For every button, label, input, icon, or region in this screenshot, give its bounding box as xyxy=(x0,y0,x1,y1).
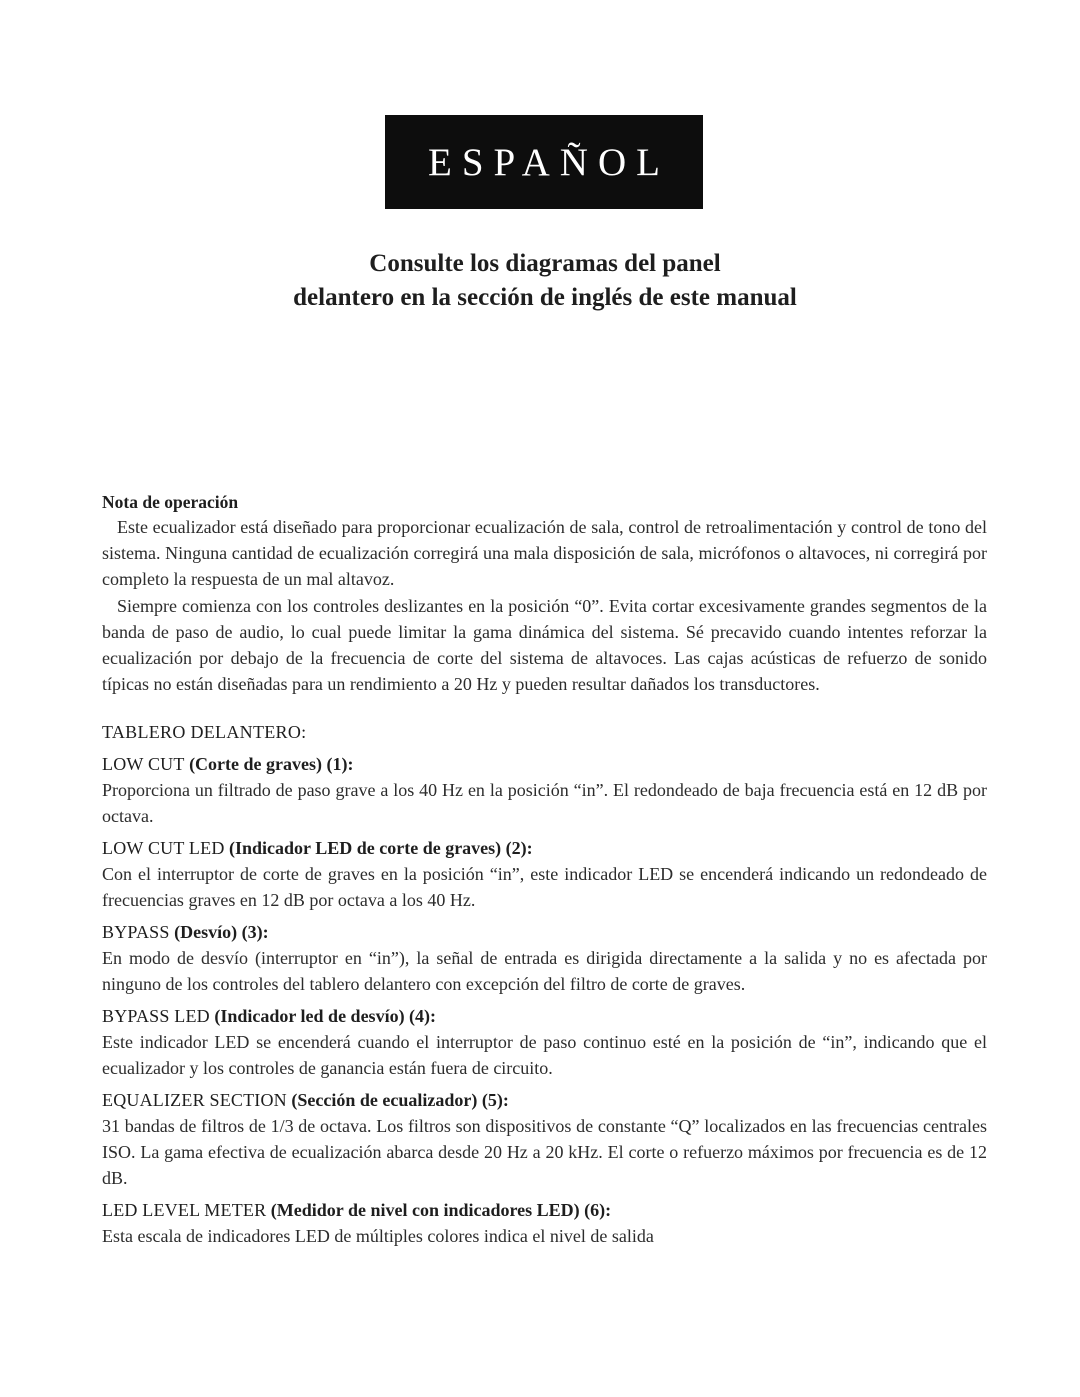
item-name-en: LOW CUT LED xyxy=(102,838,225,859)
operation-note-paragraph: Este ecualizador está diseñado para proporcionar ecualización de sala, control de retroalimentación y control de tono del sistema. Ninguna cantidad de ecualización corregirá una mala disposición de sala, micrófonos o altavoces, ni corregirá por completo la respuesta de un mal altavoz. xyxy=(102,517,987,590)
manual-content xyxy=(102,490,987,1249)
item-body-equalizer-section: 31 bandas de filtros de 1/3 de octava. Los filtros son dispositivos de constante “Q” localizados en las frecuencias centrales ISO. La gama efectiva de ecualización abarca desde 20 Hz a 20 kHz. El corte o refuerzo máximos por frecuencia es de 12 dB. xyxy=(102,1116,987,1189)
item-title-bypass xyxy=(102,919,987,945)
item-title-bypass-led xyxy=(102,1003,987,1029)
item-body-low-cut: Proporciona un filtrado de paso grave a los 40 Hz en la posición “in”. El redondeado de baja frecuencia está en 12 dB por octava. xyxy=(102,780,987,827)
item-title-low-cut-led xyxy=(102,835,987,861)
item-body-bypass-led: Este indicador LED se encenderá cuando el interruptor de paso continuo esté en la posición de “in”, indicando que el ecualizador y los controles de ganancia están fuera de circuito. xyxy=(102,1032,987,1079)
item-name-en: LED LEVEL METER xyxy=(102,1200,267,1221)
language-banner xyxy=(385,115,703,209)
item-body-low-cut-led: Con el interruptor de corte de graves en la posición “in”, este indicador LED se encenderá indicando un redondeado de frecuencias graves en 12 dB por octava a los 40 Hz. xyxy=(102,864,987,911)
item-name-es: (Corte de graves) (1): xyxy=(189,754,354,775)
item-name-en: LOW CUT xyxy=(102,754,185,775)
item-body-led-level-meter: Esta escala de indicadores LED de múltiples colores indica el nivel de salida xyxy=(102,1226,654,1247)
item-name-es: (Medidor de nivel con indicadores LED) (6): xyxy=(270,1200,612,1221)
item-name-en: BYPASS xyxy=(102,922,170,943)
item-name-en: BYPASS LED xyxy=(102,1006,210,1027)
item-name-es: (Indicador led de desvío) (4): xyxy=(214,1006,437,1027)
banner-title: ESPAÑOL xyxy=(428,140,670,184)
subtitle-line-1: Consulte los diagramas del panel xyxy=(369,250,721,277)
item-title-led-level-meter xyxy=(102,1197,987,1223)
front-panel-title: TABLERO DELANTERO: xyxy=(102,722,307,743)
item-title-low-cut xyxy=(102,751,987,777)
page-subtitle xyxy=(200,247,890,315)
item-body-bypass: En modo de desvío (interruptor en “in”), la señal de entrada es dirigida directamente a la salida y no es afectada por ninguno de los controles del tablero delantero con excepción del filtro de corte de graves. xyxy=(102,948,987,995)
item-name-en: EQUALIZER SECTION xyxy=(102,1090,287,1111)
item-name-es: (Sección de ecualizador) (5): xyxy=(291,1090,509,1111)
item-name-es: (Desvío) (3): xyxy=(174,922,269,943)
operation-note-heading: Nota de operación xyxy=(102,492,239,512)
subtitle-line-2: delantero en la sección de inglés de este manual xyxy=(293,284,797,311)
item-name-es: (Indicador LED de corte de graves) (2): xyxy=(229,838,533,859)
item-title-equalizer-section xyxy=(102,1087,987,1113)
operation-note-paragraph: Siempre comienza con los controles deslizantes en la posición “0”. Evita cortar excesivamente grandes segmentos de la banda de paso de audio, lo cual puede limitar la gama dinámica del sistema. Sé precavido cuando intentes reforzar la ecualización por debajo de la frecuencia de corte del sistema de altavoces. Las cajas acústicas de refuerzo de sonido típicas no están diseñadas para un rendimiento a 20 Hz y pueden resultar dañados los transductores. xyxy=(102,595,987,695)
